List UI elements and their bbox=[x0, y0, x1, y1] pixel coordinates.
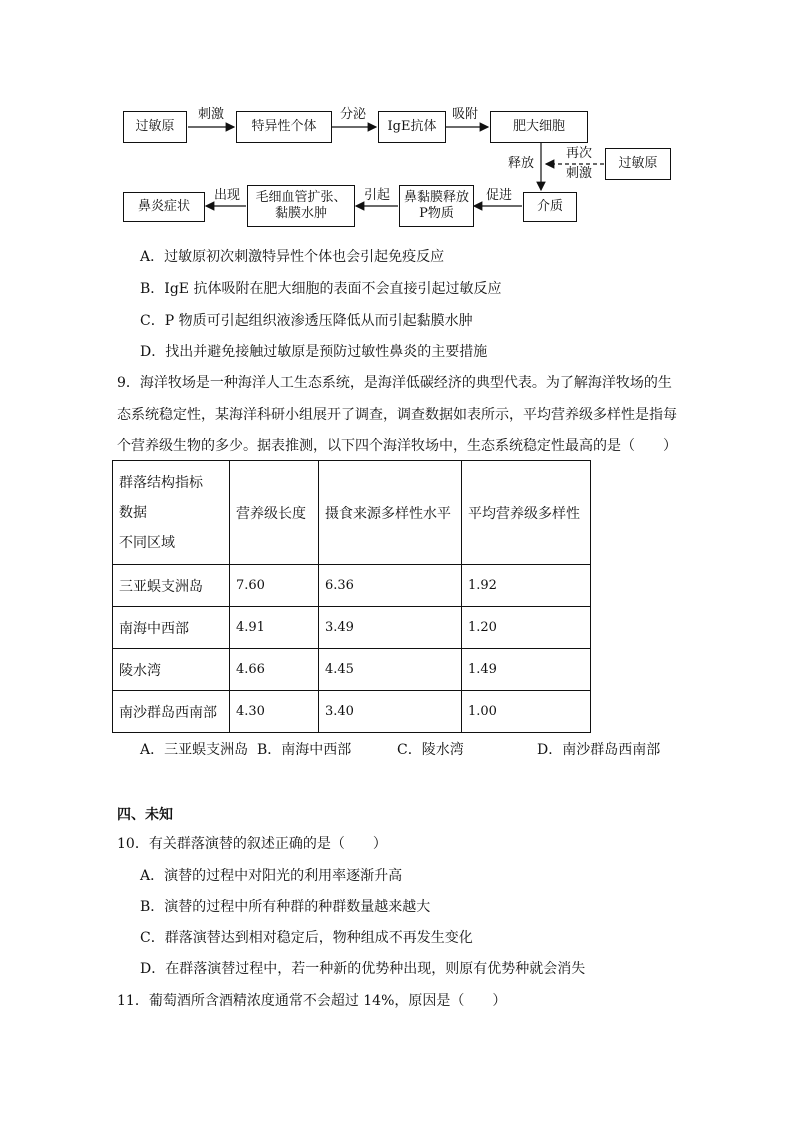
q10-option-d: D．在群落演替过程中，若一种新的优势种出现，则原有优势种就会消失 bbox=[140, 961, 586, 977]
node-label: 过敏原 bbox=[618, 156, 658, 171]
node-specific-individual bbox=[236, 111, 332, 143]
table-row bbox=[113, 649, 591, 691]
node-label: IgE抗体 bbox=[387, 119, 437, 134]
value-cell: 3.49 bbox=[319, 607, 462, 649]
column-header: 摄食来源多样性水平 bbox=[319, 461, 462, 565]
value-cell: 4.91 bbox=[230, 607, 319, 649]
q8-option-c: C．P 物质可引起组织液渗透压降低从而引起黏膜水肿 bbox=[140, 313, 473, 329]
node-mast-cell bbox=[490, 111, 588, 143]
node-rhinitis-symptom bbox=[123, 192, 205, 222]
node-allergen-initial bbox=[123, 111, 187, 143]
q9-option-a: A．三亚蜈支洲岛 bbox=[140, 742, 249, 758]
region-cell: 南沙群岛西南部 bbox=[113, 691, 230, 733]
edge-label-appear: 出现 bbox=[214, 188, 241, 203]
node-label: 毛细血管扩张、黏膜水肿 bbox=[255, 190, 347, 221]
column-header: 平均营养级多样性 bbox=[462, 461, 591, 565]
table-row bbox=[113, 607, 591, 649]
q9-stem-line3: 个营养级生物的多少。据表推测，以下四个海洋牧场中，生态系统稳定性最高的是（ ） bbox=[117, 438, 677, 454]
edge-label-stimulate: 刺激 bbox=[198, 107, 225, 122]
value-cell: 1.49 bbox=[462, 649, 591, 691]
q9-data-table bbox=[112, 460, 591, 733]
q11-stem: 11．葡萄酒所含酒精浓度通常不会超过 14%，原因是（ ） bbox=[117, 993, 507, 1009]
node-label: 鼻黏膜释放P物质 bbox=[404, 190, 470, 221]
table-row bbox=[113, 565, 591, 607]
table-corner-cell bbox=[113, 461, 230, 565]
corner-line: 群落结构指标 bbox=[119, 474, 203, 491]
section-heading: 四、未知 bbox=[117, 807, 173, 823]
value-cell: 1.92 bbox=[462, 565, 591, 607]
q9-option-c: C．陵水湾 bbox=[397, 742, 464, 758]
q9-option-b: B．南海中西部 bbox=[257, 742, 352, 758]
node-label: 特异性个体 bbox=[251, 119, 317, 134]
node-ige-antibody bbox=[378, 111, 446, 143]
edge-label-secrete: 分泌 bbox=[340, 107, 367, 122]
corner-line: 数据 bbox=[119, 504, 147, 521]
q9-option-d: D．南沙群岛西南部 bbox=[537, 742, 661, 758]
edge-label-release: 释放 bbox=[508, 156, 535, 171]
q10-option-b: B．演替的过程中所有种群的种群数量越来越大 bbox=[140, 899, 431, 915]
q8-option-d: D．找出并避免接触过敏原是预防过敏性鼻炎的主要措施 bbox=[140, 344, 488, 360]
value-cell: 6.36 bbox=[319, 565, 462, 607]
q8-option-a: A．过敏原初次刺激特异性个体也会引起免疫反应 bbox=[140, 249, 445, 265]
value-cell: 4.30 bbox=[230, 691, 319, 733]
region-cell: 三亚蜈支洲岛 bbox=[113, 565, 230, 607]
node-label: 介质 bbox=[536, 199, 563, 214]
edge-label-cause: 引起 bbox=[364, 188, 391, 203]
value-cell: 1.20 bbox=[462, 607, 591, 649]
node-label: 过敏原 bbox=[135, 119, 175, 134]
node-mediator bbox=[523, 192, 577, 222]
node-nasal-mucosa bbox=[399, 185, 474, 227]
q8-option-b: B．IgE 抗体吸附在肥大细胞的表面不会直接引起过敏反应 bbox=[140, 281, 502, 297]
edge-label-adsorb: 吸附 bbox=[452, 107, 479, 122]
q10-option-a: A．演替的过程中对阳光的利用率逐渐升高 bbox=[140, 868, 403, 884]
value-cell: 7.60 bbox=[230, 565, 319, 607]
edge-label-again-stimulate: 刺激 bbox=[566, 166, 593, 181]
q9-stem-line1: 9．海洋牧场是一种海洋人工生态系统，是海洋低碳经济的典型代表。为了解海洋牧场的生 bbox=[117, 375, 672, 391]
value-cell: 1.00 bbox=[462, 691, 591, 733]
edge-label-again: 再次 bbox=[566, 146, 593, 161]
value-cell: 3.40 bbox=[319, 691, 462, 733]
value-cell: 4.45 bbox=[319, 649, 462, 691]
q10-stem: 10．有关群落演替的叙述正确的是（ ） bbox=[117, 836, 387, 852]
node-label: 鼻炎症状 bbox=[137, 199, 190, 214]
column-header: 营养级长度 bbox=[230, 461, 319, 565]
node-capillary-dilation bbox=[247, 185, 355, 227]
table-header-row bbox=[113, 461, 591, 565]
region-cell: 南海中西部 bbox=[113, 607, 230, 649]
edge-label-promote: 促进 bbox=[486, 188, 513, 203]
table-row bbox=[113, 691, 591, 733]
corner-line: 不同区域 bbox=[119, 534, 175, 551]
node-label: 肥大细胞 bbox=[512, 119, 565, 134]
value-cell: 4.66 bbox=[230, 649, 319, 691]
q10-option-c: C．群落演替达到相对稳定后，物种组成不再发生变化 bbox=[140, 930, 473, 946]
q9-stem-line2: 态系统稳定性，某海洋科研小组展开了调查，调查数据如表所示，平均营养级多样性是指每 bbox=[117, 407, 677, 423]
node-allergen-again bbox=[605, 148, 671, 180]
region-cell: 陵水湾 bbox=[113, 649, 230, 691]
